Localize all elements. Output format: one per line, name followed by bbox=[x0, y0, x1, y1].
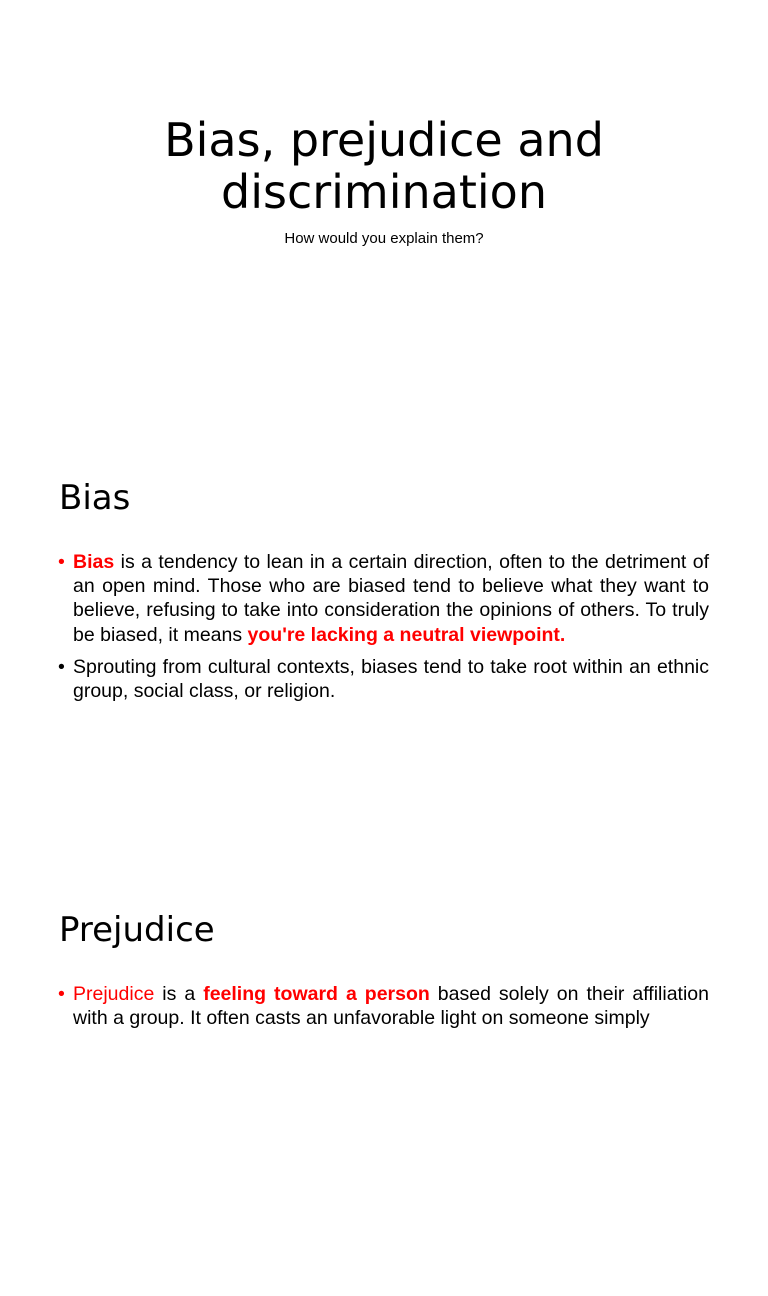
bias-emphasis: you're lacking a neutral viewpoint. bbox=[247, 623, 566, 646]
bias-definition: is a tendency to lean in a certain direction, often to the detriment of an open mind. Those who are biased tend to believe what they want to believe, refusing to take into consideration the opinions of others. To truly be biased, it means bbox=[73, 551, 709, 646]
bias-bullet-1 bbox=[58, 550, 709, 647]
bullet-dot-icon: • bbox=[58, 551, 65, 573]
prejudice-term: Prejudice bbox=[73, 983, 155, 1005]
prejudice-emphasis: feeling toward a person bbox=[203, 983, 430, 1005]
title-slide bbox=[0, 0, 768, 432]
prejudice-bullet-1 bbox=[58, 982, 709, 1030]
slide-heading-prejudice: Prejudice bbox=[59, 910, 215, 950]
bias-bullet-2 bbox=[58, 655, 709, 703]
prejudice-text-b: based solely on their affiliation with a group. It often casts an unfavorable light on someone simply bbox=[73, 983, 709, 1030]
slide-heading-bias: Bias bbox=[59, 478, 131, 518]
bias-bullet-list bbox=[58, 550, 709, 711]
prejudice-bullet-list bbox=[58, 982, 709, 1038]
prejudice-slide bbox=[0, 864, 768, 1296]
bias-context-text: Sprouting from cultural contexts, biases tend to take root within an ethnic group, social class, or religion. bbox=[73, 655, 709, 703]
bullet-dot-icon: • bbox=[58, 983, 65, 1005]
title-line-1: Bias, prejudice and bbox=[164, 113, 604, 167]
presentation-title bbox=[0, 114, 768, 218]
bias-slide bbox=[0, 432, 768, 864]
prejudice-text-a: is a bbox=[154, 983, 204, 1005]
presentation-subtitle: How would you explain them? bbox=[284, 230, 484, 247]
bias-term: Bias bbox=[73, 551, 115, 573]
bullet-dot-icon: • bbox=[58, 655, 65, 678]
title-line-2: discrimination bbox=[221, 165, 547, 219]
